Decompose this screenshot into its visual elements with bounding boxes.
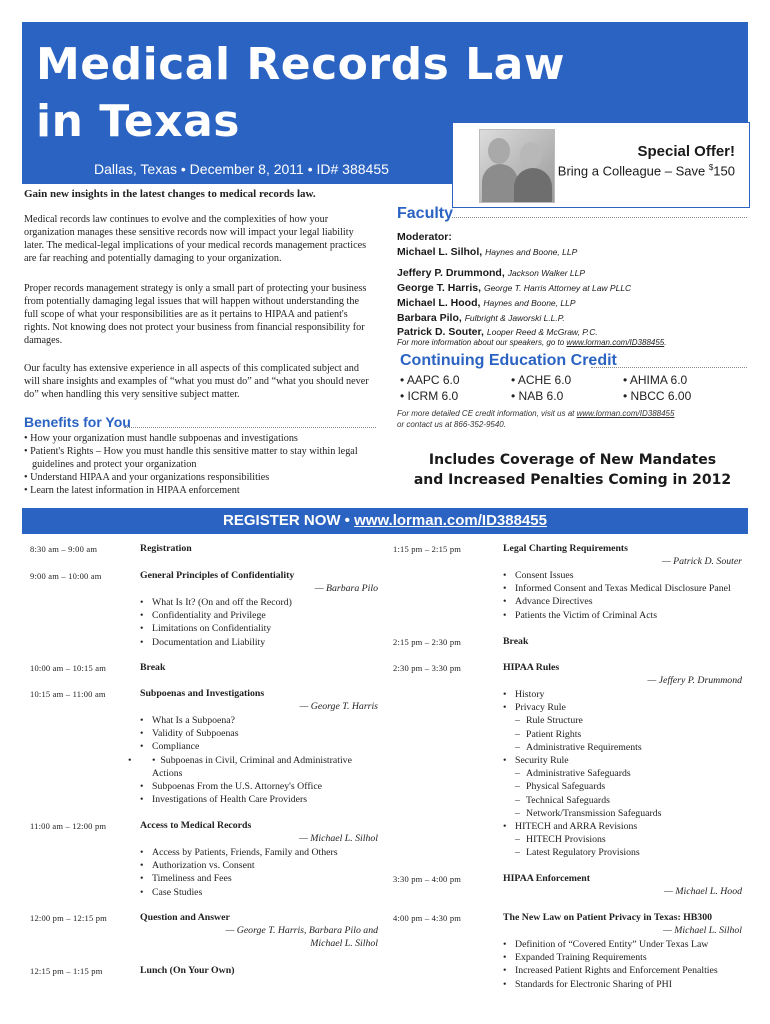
session-time: 1:15 pm – 2:15 pm xyxy=(393,544,462,554)
session-time: 10:15 am – 11:00 am xyxy=(30,689,106,699)
register-link[interactable]: www.lorman.com/ID388455 xyxy=(354,512,547,529)
ce-credit: • NBCC 6.00 xyxy=(623,389,692,403)
faculty-member: Patrick D. Souter, Looper Reed & McGraw, P.C. xyxy=(397,326,598,338)
session-title: Break xyxy=(503,636,529,647)
ce-link[interactable]: www.lorman.com/ID388455 xyxy=(576,409,675,418)
list-item: – Technical Safeguards xyxy=(503,794,661,807)
session-title: Subpoenas and Investigations xyxy=(140,688,265,699)
event-subtitle: Dallas, Texas • December 8, 2011 • ID# 388455 xyxy=(94,161,389,177)
list-item: • What Is a Subpoena? xyxy=(140,714,380,727)
intro-paragraph-2: Proper records management strategy is only a small part of protecting your business from potentially damaging legal issues that will happen without understanding the full scope of what your responsibilities are as it pertains to HIPAA and patient's rights. Not knowing does not protect your business from financial responsibility for damages. xyxy=(24,283,367,346)
faculty-member: George T. Harris, George T. Harris Attorney at Law PLLC xyxy=(397,282,632,294)
session-topics xyxy=(503,569,731,622)
list-item: • HITECH and ARRA Revisions xyxy=(503,820,661,833)
session-title: General Principles of Confidentiality xyxy=(140,570,295,581)
offer-title: Special Offer! xyxy=(637,143,735,160)
session-time: 2:30 pm – 3:30 pm xyxy=(393,663,462,673)
ce-credit: • AAPC 6.0 xyxy=(400,373,460,387)
session-title: HIPAA Enforcement xyxy=(503,873,590,884)
session-time: 3:30 pm – 4:00 pm xyxy=(393,874,462,884)
list-item: • What Is It? (On and off the Record) xyxy=(140,596,292,609)
lead-line: Gain new insights in the latest changes to medical records law. xyxy=(24,188,316,200)
list-item: • Confidentiality and Privilege xyxy=(140,609,292,622)
session-title: Question and Answer xyxy=(140,912,230,923)
list-item: – Rule Structure xyxy=(503,714,661,727)
session-title: Registration xyxy=(140,543,192,554)
list-item: • Standards for Electronic Sharing of PHI xyxy=(503,978,718,991)
faculty-note: For more information about our speakers, go to www.lorman.com/ID388455. xyxy=(397,338,667,347)
offer-subtitle: Bring a Colleague – Save $150 xyxy=(557,163,735,179)
ce-divider xyxy=(591,367,747,368)
list-item: • • Subpoenas in Civil, Criminal and Administrative Actions xyxy=(140,754,380,780)
list-item: • Learn the latest information in HIPAA enforcement xyxy=(24,485,240,496)
list-item: • Informed Consent and Texas Medical Disclosure Panel xyxy=(503,582,731,595)
session-title: Lunch (On Your Own) xyxy=(140,965,235,976)
list-item: – HITECH Provisions xyxy=(503,833,661,846)
list-item: • Expanded Training Requirements xyxy=(503,951,718,964)
list-item: • Subpoenas From the U.S. Attorney's Office xyxy=(140,780,380,793)
session-speaker: — Patrick D. Souter xyxy=(662,556,742,567)
intro-paragraph-3: Our faculty has extensive experience in all aspects of this complicated subject and will share insights and examples of “what you must do” and “what you should never do” when handling this very sensitive subject matter. xyxy=(24,363,369,400)
register-bar[interactable]: REGISTER NOW • www.lorman.com/ID388455 xyxy=(22,508,748,534)
session-speaker: — Barbara Pilo xyxy=(314,583,378,594)
session-title: Legal Charting Requirements xyxy=(503,543,628,554)
session-speaker: Michael L. Silhol xyxy=(310,938,378,949)
session-topics xyxy=(140,596,292,649)
ce-credit: • ICRM 6.0 xyxy=(400,389,459,403)
benefits-heading: Benefits for You xyxy=(24,414,131,430)
session-title: Access to Medical Records xyxy=(140,820,252,831)
ce-credit: • NAB 6.0 xyxy=(511,389,564,403)
title-line-2: in Texas xyxy=(36,96,240,147)
list-item: • How your organization must handle subpoenas and investigations xyxy=(24,433,298,444)
benefits-divider xyxy=(124,427,376,428)
list-item: • Definition of “Covered Entity” Under Texas Law xyxy=(503,938,718,951)
intro-paragraph-1: Medical records law continues to evolve and the complexities of how your organization manages these sensitive records now will impact your legal liability later. The medical-legal implications of your medical records management practices are far reaching and potentially damaging to your organization. xyxy=(24,214,367,264)
session-time: 12:15 pm – 1:15 pm xyxy=(30,966,103,976)
list-item: • Patient's Rights – How you must handle this sensitive matter to stay within legal guidelines and protect your organization xyxy=(24,446,358,470)
list-item: • Documentation and Liability xyxy=(140,636,292,649)
special-offer-box xyxy=(452,122,750,208)
list-item: • Authorization vs. Consent xyxy=(140,859,338,872)
ce-heading: Continuing Education Credit xyxy=(400,352,617,369)
ce-credit: • AHIMA 6.0 xyxy=(623,373,688,387)
faculty-divider xyxy=(452,217,747,218)
session-speaker: — Michael L. Silhol xyxy=(663,925,742,936)
session-topics xyxy=(503,688,661,860)
list-item: – Latest Regulatory Provisions xyxy=(503,846,661,859)
colleagues-photo xyxy=(479,129,555,203)
faculty-link[interactable]: www.lorman.com/ID388455 xyxy=(566,338,665,347)
session-time: 8:30 am – 9:00 am xyxy=(30,544,98,554)
list-item: • Timeliness and Fees xyxy=(140,872,338,885)
list-item: • Investigations of Health Care Providers xyxy=(140,793,380,806)
list-item: • Patients the Victim of Criminal Acts xyxy=(503,609,731,622)
faculty-member: Jeffery P. Drummond, Jackson Walker LLP xyxy=(397,267,586,279)
title-line-1: Medical Records Law xyxy=(36,39,565,90)
session-speaker: — George T. Harris xyxy=(299,701,378,712)
list-item: • Compliance xyxy=(140,740,380,753)
benefits-list xyxy=(24,432,369,497)
list-item: • Consent Issues xyxy=(503,569,731,582)
coverage-callout: Includes Coverage of New Mandates and Increased Penalties Coming in 2012 xyxy=(413,452,732,488)
session-time: 10:00 am – 10:15 am xyxy=(30,663,107,673)
session-speaker: — Michael L. Silhol xyxy=(299,833,378,844)
list-item: • Validity of Subpoenas xyxy=(140,727,380,740)
list-item: • Limitations on Confidentiality xyxy=(140,622,292,635)
session-time: 9:00 am – 10:00 am xyxy=(30,571,102,581)
session-speaker: — Jeffery P. Drummond xyxy=(647,675,742,686)
faculty-heading: Faculty xyxy=(397,205,454,222)
ce-credit-list xyxy=(400,373,750,403)
list-item: • Security Rule xyxy=(503,754,661,767)
list-item: – Physical Safeguards xyxy=(503,780,661,793)
list-item: • Access by Patients, Friends, Family and Others xyxy=(140,846,338,859)
faculty-member: Michael L. Silhol, Haynes and Boone, LLP xyxy=(397,246,578,258)
session-topics xyxy=(140,846,338,899)
faculty-member: Michael L. Hood, Haynes and Boone, LLP xyxy=(397,297,576,309)
list-item: • History xyxy=(503,688,661,701)
session-time: 11:00 am – 12:00 pm xyxy=(30,821,107,831)
list-item: – Administrative Requirements xyxy=(503,741,661,754)
ce-note: For more detailed CE credit information, visit us at www.lorman.com/ID388455 or contact us at 866-352-9540. xyxy=(397,409,675,429)
list-item: • Understand HIPAA and your organizations responsibilities xyxy=(24,472,270,483)
ce-credit: • ACHE 6.0 xyxy=(511,373,572,387)
list-item: • Case Studies xyxy=(140,886,338,899)
session-title: Break xyxy=(140,662,166,673)
list-item: – Patient Rights xyxy=(503,728,661,741)
session-time: 2:15 pm – 2:30 pm xyxy=(393,637,462,647)
moderator-label: Moderator: xyxy=(397,231,452,243)
faculty-list xyxy=(397,230,747,347)
session-topics xyxy=(140,714,380,806)
session-topics xyxy=(503,938,718,991)
session-speaker: — Michael L. Hood xyxy=(664,886,742,897)
list-item: – Administrative Safeguards xyxy=(503,767,661,780)
session-title: The New Law on Patient Privacy in Texas: HB300 xyxy=(503,912,713,923)
faculty-member: Barbara Pilo, Fulbright & Jaworski L.L.P. xyxy=(397,312,565,324)
list-item: – Network/Transmission Safeguards xyxy=(503,807,661,820)
session-time: 12:00 pm – 12:15 pm xyxy=(30,913,107,923)
list-item: • Privacy Rule xyxy=(503,701,661,714)
session-speaker: — George T. Harris, Barbara Pilo and xyxy=(225,925,378,936)
list-item: • Advance Directives xyxy=(503,595,731,608)
session-title: HIPAA Rules xyxy=(503,662,560,673)
list-item: • Increased Patient Rights and Enforcement Penalties xyxy=(503,964,718,977)
session-time: 4:00 pm – 4:30 pm xyxy=(393,913,462,923)
